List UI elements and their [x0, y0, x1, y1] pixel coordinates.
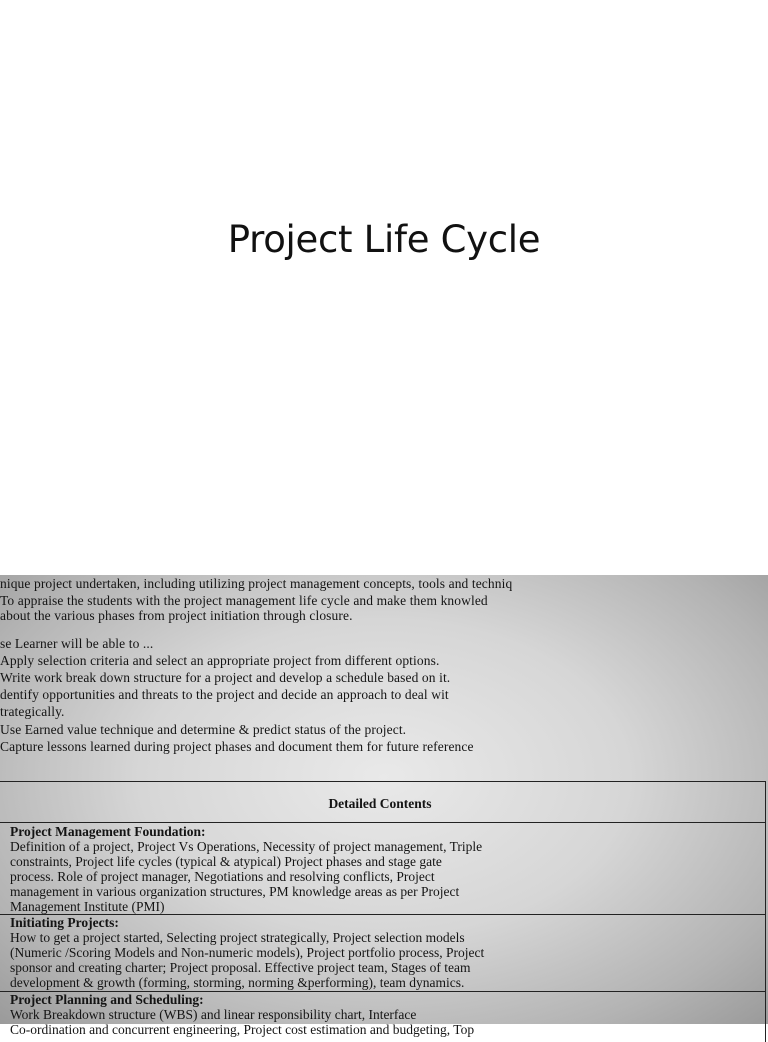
outcomes-lead: se Learner will be able to ...	[0, 636, 154, 651]
scanned-syllabus-image	[0, 575, 768, 1037]
section-line: management in various organization structures, PM knowledge areas as per Project	[10, 884, 460, 899]
outcome-item: Apply selection criteria and select an appropriate project from different options.	[0, 653, 440, 668]
section-heading: Initiating Projects:	[10, 915, 119, 930]
outcome-item: Capture lessons learned during project phases and document them for future reference	[0, 739, 474, 754]
detailed-contents-table	[0, 781, 766, 1042]
section-line: Co-ordination and concurrent engineering, Project cost estimation and budgeting, Top	[10, 1022, 475, 1037]
section-line: Management Institute (PMI)	[10, 899, 165, 914]
intro-line: about the various phases from project initiation through closure.	[0, 608, 353, 623]
outcome-item: Write work break down structure for a project and develop a schedule based on it.	[0, 670, 451, 685]
section-line: Definition of a project, Project Vs Operations, Necessity of project management, Triple	[10, 839, 483, 854]
slide-title: Project Life Cycle	[227, 218, 541, 261]
outcome-item: dentify opportunities and threats to the project and decide an approach to deal wit	[0, 687, 449, 702]
table-header: Detailed Contents	[328, 796, 432, 811]
section-line: sponsor and creating charter; Project proposal. Effective project team, Stages of team	[10, 960, 471, 975]
section-heading: Project Management Foundation:	[10, 824, 206, 839]
section-heading: Project Planning and Scheduling:	[10, 992, 204, 1007]
intro-line: nique project undertaken, including utilizing project management concepts, tools and techniq	[0, 576, 513, 591]
table-divider	[0, 822, 765, 823]
section-line: (Numeric /Scoring Models and Non-numeric models), Project portfolio process, Project	[10, 945, 485, 960]
section-line: development & growth (forming, storming, norming &performing), team dynamics.	[10, 975, 465, 990]
section-line: process. Role of project manager, Negotiations and resolving conflicts, Project	[10, 869, 435, 884]
section-line: Work Breakdown structure (WBS) and linear responsibility chart, Interface	[10, 1007, 417, 1022]
outcome-item: Use Earned value technique and determine & predict status of the project.	[0, 722, 407, 737]
outcome-item-continued: trategically.	[0, 704, 65, 719]
section-line: constraints, Project life cycles (typical & atypical) Project phases and stage gate	[10, 854, 442, 869]
intro-line: To appraise the students with the project management life cycle and make them knowled	[0, 593, 488, 608]
section-line: How to get a project started, Selecting project strategically, Project selection models	[10, 930, 465, 945]
